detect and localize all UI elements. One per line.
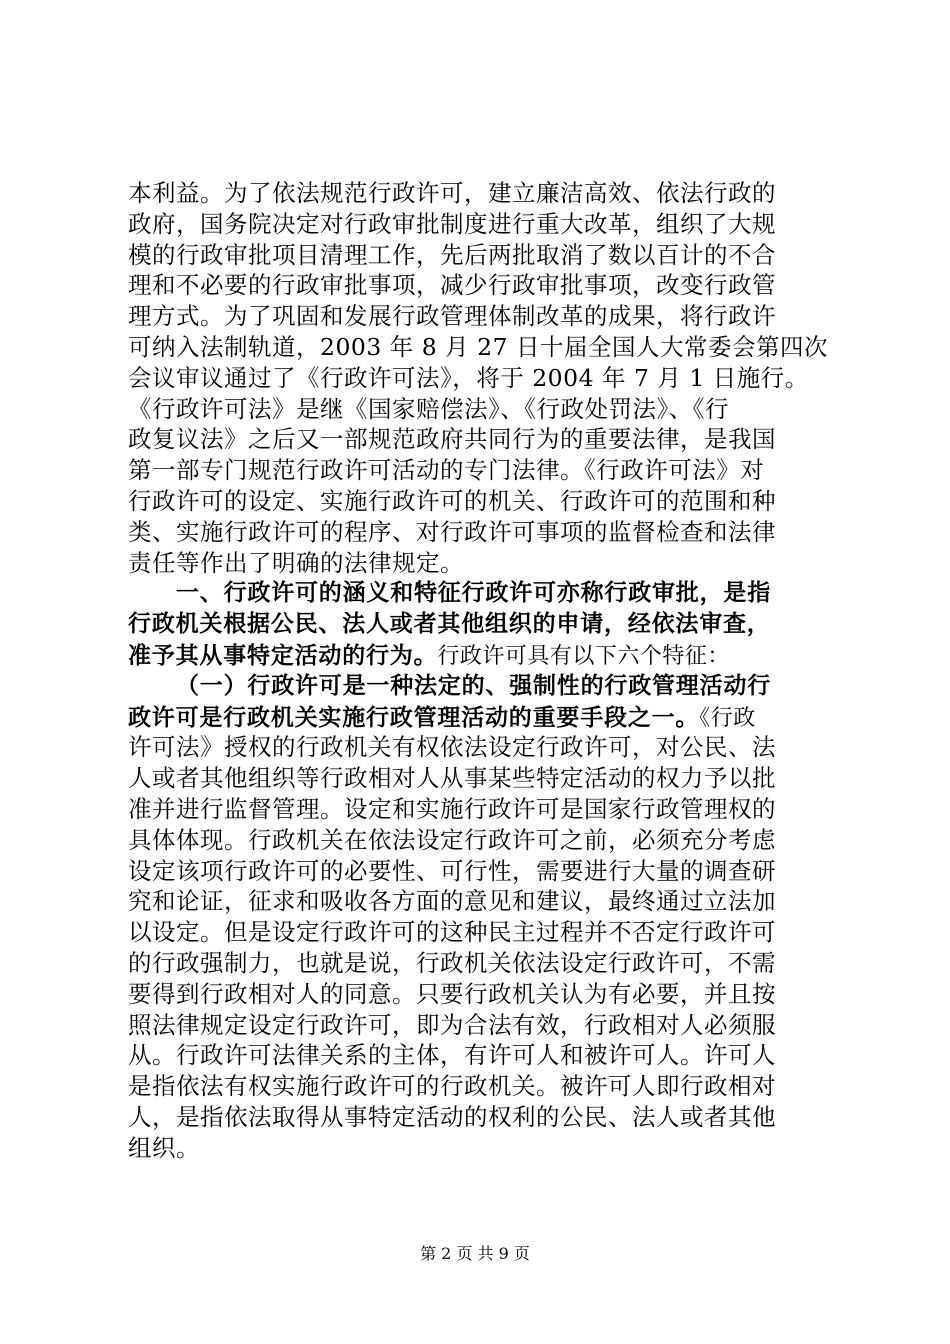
text-line: 究和论证，征求和吸收各方面的意见和建议，最终通过立法加 [128, 887, 776, 916]
text-line: 具体体现。行政机关在依法设定行政许可之前，必须充分考虑 [128, 825, 776, 854]
text-line: 照法律规定设定行政许可，即为合法有效，行政相对人必须服 [128, 1010, 776, 1039]
text-line: 设定该项行政许可的必要性、可行性，需要进行大量的调查研 [128, 856, 776, 885]
text-line: 可纳入法制轨道，2003 年 8 月 27 日十届全国人大常委会第四次 [128, 332, 829, 361]
text-line: 理方式。为了巩固和发展行政管理体制改革的成果，将行政许 [128, 302, 776, 331]
text-line: 责任等作出了明确的法律规定。 [128, 548, 464, 577]
paragraph-section-1 [128, 732, 828, 1163]
text-line: 人或者其他组织等行政相对人从事某些特定活动的权力予以批 [128, 764, 776, 793]
heading-line [128, 702, 828, 733]
heading-line [128, 640, 828, 671]
heading-text: 准予其从事特定活动的行为。 [128, 642, 438, 669]
text-line: 类、实施行政许可的程序、对行政许可事项的监督检查和法律 [128, 517, 776, 546]
text-line: 本利益。为了依法规范行政许可，建立廉洁高效、依法行政的 [128, 179, 776, 207]
text-line: 的行政强制力，也就是说，行政机关依法设定行政许可，不需 [128, 948, 776, 977]
text-line: 理和不必要的行政审批事项，减少行政审批事项，改变行政管 [128, 271, 776, 300]
text-line: 行政许可的设定、实施行政许可的机关、行政许可的范围和种 [128, 486, 776, 515]
text-line: 以设定。但是设定行政许可的这种民主过程并不否定行政许可 [128, 918, 776, 947]
text-line: 模的行政审批项目清理工作，先后两批取消了数以百计的不合 [128, 240, 776, 269]
text-line: 是指依法有权实施行政许可的行政机关。被许可人即行政相对 [128, 1072, 776, 1101]
body-text: 《行政 [699, 705, 756, 731]
document-body [128, 178, 828, 1164]
text-line: 政府，国务院决定对行政审批制度进行重大改革，组织了大规 [128, 209, 776, 238]
body-text: 行政许可具有以下六个特征： [437, 643, 730, 669]
heading-line: 行政机关根据公民、法人或者其他组织的申请，经依法审查， [128, 611, 771, 638]
text-line: 组织。 [128, 1133, 200, 1162]
text-line: 会议审议通过了《行政许可法》，将于 2004 年 7 月 1 日施行。 [128, 363, 809, 392]
text-line: 许可法》授权的行政机关有权依法设定行政许可，对公民、法 [128, 733, 776, 762]
section-heading-1 [128, 578, 828, 670]
paragraph-intro [128, 178, 828, 578]
text-line: 准并进行监督管理。设定和实施行政许可是国家行政管理权的 [128, 794, 776, 823]
text-line: 政复议法》之后又一部规范政府共同行为的重要法律，是我国 [128, 425, 776, 454]
heading-line: 一、行政许可的涵义和特征行政许可亦称行政审批，是指 [176, 580, 771, 607]
section-heading-2 [128, 671, 828, 733]
page-number-footer: 第 2 页 共 9 页 [420, 1244, 530, 1263]
text-line: 从。行政许可法律关系的主体，有许可人和被许可人。许可人 [128, 1041, 776, 1070]
text-line: 要得到行政相对人的同意。只要行政机关认为有必要，并且按 [128, 979, 776, 1008]
text-line: 人，是指依法取得从事特定活动的权利的公民、法人或者其他 [128, 1102, 776, 1131]
heading-text: 政许可是行政机关实施行政管理活动的重要手段之一。 [128, 704, 700, 731]
text-line: 第一部专门规范行政许可活动的专门法律。《行政许可法》对 [128, 456, 765, 485]
text-line: 《行政许可法》是继《国家赔偿法》、《行政处罚法》、《行 [128, 394, 729, 423]
heading-line: （一）行政许可是一种法定的、强制性的行政管理活动行 [176, 672, 771, 699]
